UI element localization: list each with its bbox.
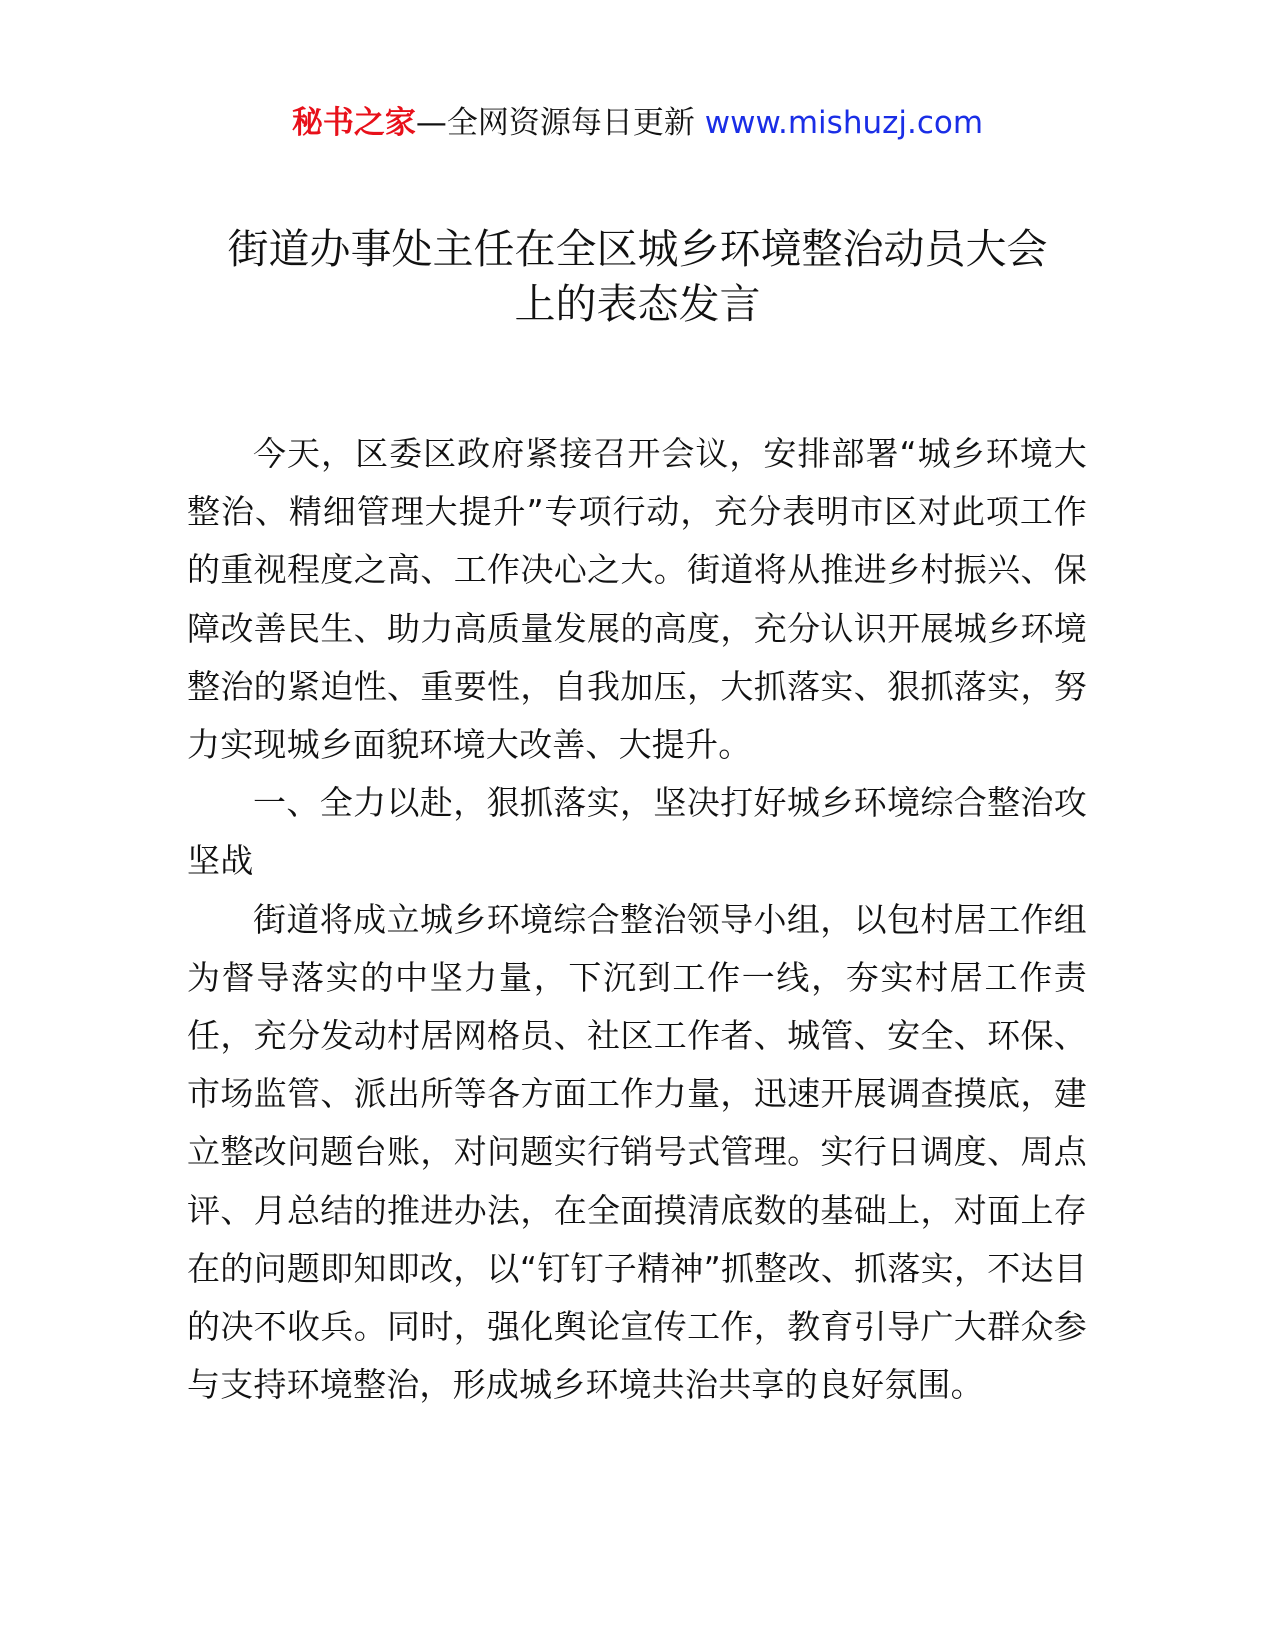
site-header — [0, 103, 1275, 143]
document-body — [187, 425, 1087, 1414]
intro-paragraph: 今天，区委区政府紧接召开会议，安排部署“城乡环境大整治、精细管理大提升”专项行动，充分表明市区对此项工作的重视程度之高、工作决心之大。街道将从推进乡村振兴、保障改善民生、助力高质量发展的高度，充分认识开展城乡环境整治的紧迫性、重要性，自我加压，大抓落实、狠抓落实，努力实现城乡面貌环境大改善、大提升。 — [187, 434, 1087, 765]
document-title — [150, 222, 1125, 332]
site-url-link[interactable]: www.mishuzj.com — [704, 105, 984, 141]
section-1-paragraph: 街道将成立城乡环境综合整治领导小组，以包村居工作组为督导落实的中坚力量，下沉到工作一线，夯实村居工作责任，充分发动村居网格员、社区工作者、城管、安全、环保、市场监管、派出所等各方面工作力量，迅速开展调查摸底，建立整改问题台账，对问题实行销号式管理。实行日调度、周点评、月总结的推进办法，在全面摸清底数的基础上，对面上存在的问题即知即改，以“钉钉子精神”抓整改、抓落实，不达目的决不收兵。同时，强化舆论宣传工作，教育引导广大群众参与支持环境整治，形成城乡环境共治共享的良好氛围。 — [187, 899, 1087, 1405]
section-heading-1: 一、全力以赴，狠抓落实，坚决打好城乡环境综合整治攻坚战 — [187, 783, 1087, 881]
header-tagline: —全网资源每日更新 — [415, 105, 695, 141]
title-line-1: 街道办事处主任在全区城乡环境整治动员大会 — [227, 225, 1048, 273]
brand-name: 秘书之家 — [291, 105, 416, 141]
title-line-2: 上的表态发言 — [514, 280, 761, 328]
